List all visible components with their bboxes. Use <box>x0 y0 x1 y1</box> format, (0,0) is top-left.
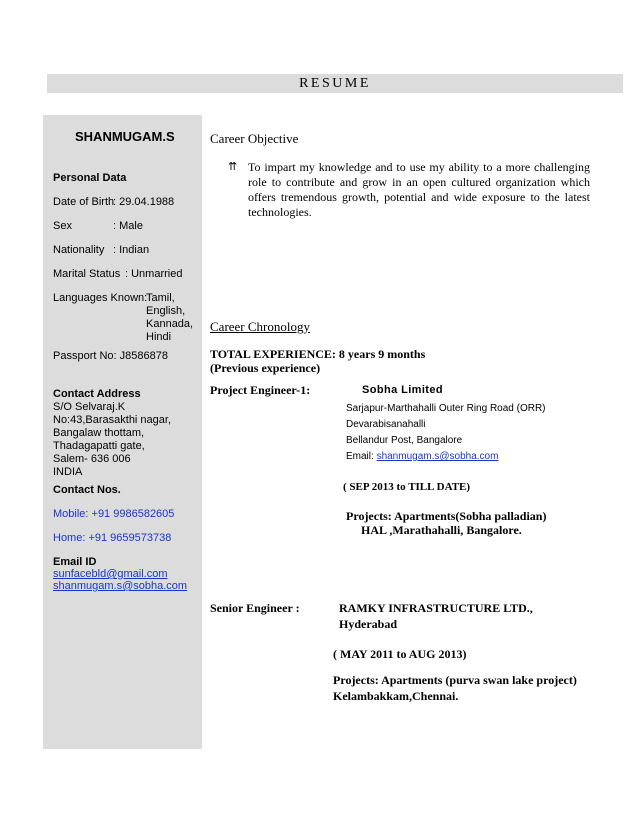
mobile-number[interactable]: Mobile: +91 9986582605 <box>53 508 175 520</box>
dob-label: Date of Birth <box>53 196 115 208</box>
job1-email-label: Email: <box>346 451 377 462</box>
job1-project-location: HAL ,Marathahalli, Bangalore. <box>361 523 522 537</box>
address-line: S/O Selvaraj.K <box>53 401 126 413</box>
bullet-icon: ⇈ <box>228 161 238 173</box>
resume-title-bar <box>47 74 623 93</box>
resume-title: RESUME <box>299 76 371 91</box>
job2-company: RAMKY INFRASTRUCTURE LTD., <box>339 601 533 615</box>
job1-company: Sobha Limited <box>362 384 443 396</box>
job2-period: ( MAY 2011 to AUG 2013) <box>333 647 467 661</box>
address-line: Salem- 636 006 <box>53 453 131 465</box>
marital-status-label: Marital Status <box>53 268 121 280</box>
language-item: Hindi <box>146 331 172 343</box>
previous-experience-label: (Previous experience) <box>210 361 321 375</box>
marital-status-value: : Unmarried <box>125 268 183 280</box>
job1-role: Project Engineer-1: <box>210 383 311 397</box>
email-link[interactable]: sunfacebld@gmail.com <box>53 568 168 580</box>
job1-projects: Projects: Apartments(Sobha palladian) <box>346 509 547 523</box>
language-item: Tamil, <box>146 292 175 304</box>
email-heading: Email ID <box>53 556 97 568</box>
address-line: Bangalaw thottam, <box>53 427 145 439</box>
contact-numbers-heading: Contact Nos. <box>53 484 121 496</box>
sex-value: : Male <box>113 220 143 232</box>
job2-project-location: Kelambakkam,Chennai. <box>333 689 459 703</box>
candidate-name: SHANMUGAM.S <box>75 129 175 144</box>
address-line: No:43,Barasakthi nagar, <box>53 414 172 426</box>
personal-data-heading: Personal Data <box>53 172 127 184</box>
job1-address-line: Bellandur Post, Bangalore <box>346 435 463 446</box>
career-objective-heading: Career Objective <box>210 131 299 146</box>
nationality-value: : Indian <box>113 244 150 256</box>
job1-address-line: Sarjapur-Marthahalli Outer Ring Road (ORR) <box>346 403 546 414</box>
home-number[interactable]: Home: +91 9659573738 <box>53 532 172 544</box>
job1-address-line: Devarabisanahalli <box>346 419 426 430</box>
nationality-label: Nationality <box>53 244 105 256</box>
contact-address-heading: Contact Address <box>53 388 141 400</box>
languages-label: Languages Known: <box>53 292 148 304</box>
job1-email-link[interactable]: shanmugam.s@sobha.com <box>376 451 499 462</box>
career-objective-text: To impart my knowledge and to use my ability to a more challenging role to contribute and grow in an open cultured organization which offers tremendous growth, potential and wide exposure to the latest technologies. <box>248 160 590 219</box>
dob-value: : 29.04.1988 <box>113 196 175 208</box>
email-link[interactable]: shanmugam.s@sobha.com <box>53 580 188 592</box>
total-experience: TOTAL EXPERIENCE: 8 years 9 months <box>210 347 426 361</box>
job1-period: ( SEP 2013 to TILL DATE) <box>343 481 471 493</box>
job2-city: Hyderabad <box>339 617 398 631</box>
job2-role: Senior Engineer : <box>210 601 300 615</box>
sex-label: Sex <box>53 220 72 232</box>
language-item: English, <box>146 305 186 317</box>
job2-projects: Projects: Apartments (purva swan lake project) <box>333 673 577 687</box>
address-line: Thadagapatti gate, <box>53 440 145 452</box>
career-chronology-heading: Career Chronology <box>210 319 311 334</box>
address-line: INDIA <box>53 466 83 478</box>
language-item: Kannada, <box>146 318 194 330</box>
passport-number: Passport No: J8586878 <box>53 350 168 362</box>
